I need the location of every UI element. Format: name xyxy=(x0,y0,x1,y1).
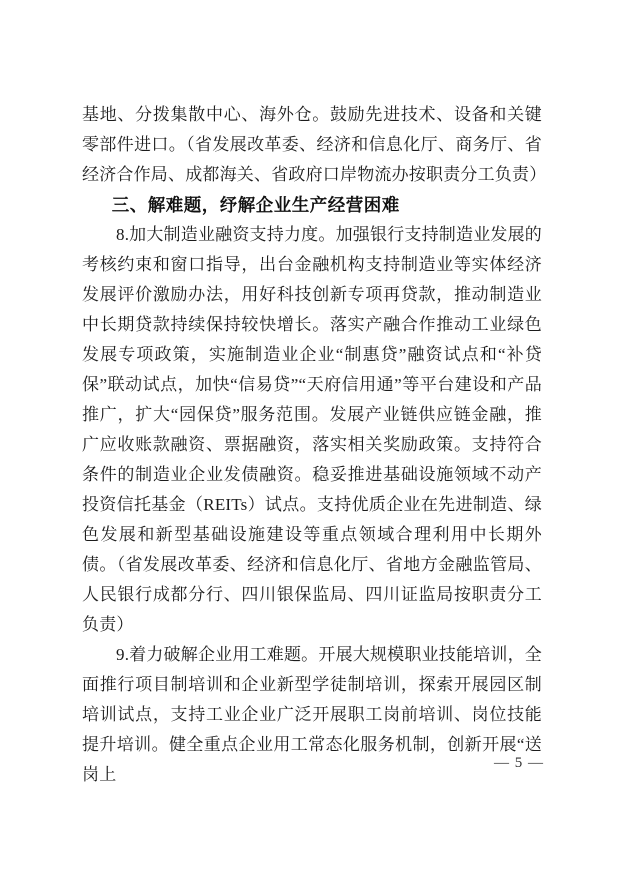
section-heading: 三、解难题，纾解企业生产经营困难 xyxy=(111,195,400,215)
paragraph-item-9 xyxy=(82,640,542,790)
paragraph-continuation: 基地、分拨集散中心、海外仓。鼓励先进技术、设备和关键零部件进口。（省发展改革委、经济和信息化厅、商务厅、省经济合作局、成都海关、省政府口岸物流办按职责分工负责） xyxy=(82,105,547,184)
paragraph-9-body: 开展大规模职业技能培训，全面推行项目制培训和企业新型学徒制培训，探索开展园区制培训试点，支持工业企业广泛开展职工岗前培训、岗位技能提升培训。健全重点企业用工常态化服务机制，创新开展“送岗上 xyxy=(82,645,542,784)
paragraph-9-lead: 9.着力破解企业用工难题。 xyxy=(116,645,319,664)
paragraph-8-body: 加强银行支持制造业发展的考核约束和窗口指导，出台金融机构支持制造业等实体经济发展评价激励办法，用好科技创新专项再贷款，推动制造业中长期贷款持续保持较快增长。落实产融合作推动工业绿色发展专项政策，实施制造业企业“制惠贷”融资试点和“补贷保”联动试点，加快“信易贷”“天府信用通”等平台建设和产品推广，扩大“园保贷”服务范围。发展产业链供应链金融，推广应收账款融资、票据融资，落实相关奖励政策。支持符合条件的制造业企业发债融资。稳妥推进基础设施领域不动产投资信托基金（REITs）试点。支持优质企业在先进制造、绿色发展和新型基础设施建设等重点领域合理利用中长期外债。（省发展改革委、经济和信息化厅、省地方金融监管局、人民银行成都分行、四川银保监局、四川证监局按职责分工负责） xyxy=(82,225,542,634)
paragraph-item-8 xyxy=(82,220,542,640)
paragraph-8-lead: 8.加大制造业融资支持力度。 xyxy=(116,225,336,244)
page-number: — 5 — xyxy=(494,755,544,771)
